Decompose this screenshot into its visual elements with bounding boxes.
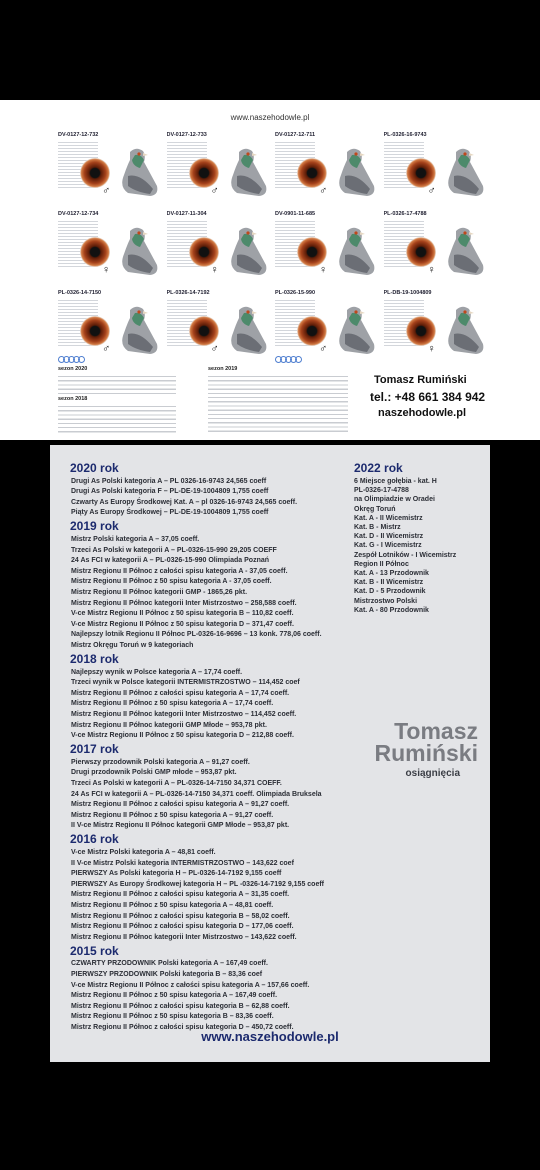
pigeon-eye-photo xyxy=(297,158,327,188)
sex-icon: ♂ xyxy=(102,185,111,197)
pigeon-eye-photo xyxy=(406,316,436,346)
achievement-line: 24 As FCI w kategorii A – PL-0326-15-990 Olimpiada Poznań xyxy=(71,557,270,565)
pigeon-eye-photo xyxy=(406,158,436,188)
achievement-line: Mistrz Regionu II Północ z całości spisu kategoria A – 91,27 coeff. xyxy=(71,801,290,809)
year-heading: 2015 rok xyxy=(70,943,119,958)
achievement-line: Mistrz Regionu II Północ kategorii GMP Młode – 953,78 pkt. xyxy=(71,721,267,729)
pigeon-photo xyxy=(331,304,379,358)
season-title: sezon 2018 xyxy=(58,396,88,402)
season-text xyxy=(58,373,176,395)
achievement-line: Mistrz Polski kategoria A – 37,05 coeff. xyxy=(71,535,200,543)
pigeon-card xyxy=(275,211,380,289)
achievement-line: Mistrz Regionu II Północ z 50 spisu kategoria A - 37,05 coeff. xyxy=(71,578,272,586)
pigeon-eye-photo xyxy=(189,316,219,346)
achievements-2022-list xyxy=(354,477,456,615)
ring-number: PL-DB-19-1004809 xyxy=(383,290,432,296)
year-heading: 2018 rok xyxy=(70,652,119,666)
achievement-line: Mistrz Regionu II Północ z 50 spisu kategoria A – 17,74 coeff. xyxy=(71,700,274,708)
achievement-line: na Olimpiadzie w Oradei xyxy=(354,496,435,504)
achievement-line: Mistrz Regionu II Północ z całości spisu kategoria A – 17,74 coeff. xyxy=(71,689,290,697)
ring-number: PL-0326-16-9743 xyxy=(383,132,427,138)
achievement-line: V-ce Mistrz Regionu II Północ z 50 spisu kategoria D – 371,47 coeff. xyxy=(71,620,294,628)
achievement-line: Mistrz Regionu II Północ z całości spisu kategoria A - 37,05 coeff. xyxy=(71,567,288,575)
achievement-line: PIERWSZY As Polski kategoria H – PL-0326-14-7192 9,155 coeff xyxy=(71,870,282,878)
season-title: sezon 2019 xyxy=(208,366,238,372)
pigeon-eye-photo xyxy=(297,237,327,267)
achievement-line: Mistrz Regionu II Północ z całości spisu kategoria B – 58,02 coeff. xyxy=(71,912,290,920)
achievement-line: 6 Miejsce gołębia - kat. H xyxy=(354,478,437,485)
brand-first-name: Tomasz xyxy=(394,718,478,744)
achievement-line: V-ce Mistrz Regionu II Północ z całości spisu kategoria A – 157,66 coeff. xyxy=(71,981,310,989)
year-heading: 2020 rok xyxy=(70,461,119,475)
sex-icon: ♂ xyxy=(427,185,436,197)
achievement-line: Mistrzostwo Polski xyxy=(354,597,418,605)
season-text xyxy=(58,403,176,435)
pigeon-card xyxy=(275,132,380,210)
ring-number: DV-0127-12-732 xyxy=(58,132,99,138)
achievement-line: Kat. A - II Wicemistrz xyxy=(354,514,423,522)
pigeon-card xyxy=(58,132,163,210)
pigeon-card xyxy=(167,211,272,289)
achievement-line: Mistrz Regionu II Północ z całości spisu kategoria A – 31,35 coeff. xyxy=(71,891,290,899)
footer-site-link[interactable]: www.naszehodowle.pl xyxy=(201,1029,339,1044)
ring-number: DV-0127-12-734 xyxy=(58,211,99,217)
achievement-line: Mistrz Regionu II Północ kategorii GMP - 1865,26 pkt. xyxy=(71,588,248,596)
pigeon-photo xyxy=(331,225,379,279)
achievement-line: Pierwszy przodownik Polski kategoria A – 91,27 coeff. xyxy=(71,758,250,766)
sex-icon: ♂ xyxy=(210,343,219,355)
contact-site: naszehodowle.pl xyxy=(378,407,467,419)
year-heading: 2017 rok xyxy=(70,742,119,757)
pigeon-card xyxy=(167,132,272,210)
poster-site-url: www.naszehodowle.pl xyxy=(230,113,310,122)
sex-icon: ♀ xyxy=(319,264,328,276)
pigeon-photo xyxy=(440,146,488,200)
pigeon-card xyxy=(384,211,489,289)
achievement-line: Mistrz Regionu II Północ z całości spisu kategoria D – 177,06 coeff. xyxy=(71,923,294,931)
pigeon-grid xyxy=(58,132,488,368)
achievement-line: PIERWSZY PRZODOWNIK Polski kategoria B – 83,36 coef xyxy=(71,970,263,978)
pigeon-photo xyxy=(114,146,162,200)
achievement-line: II V-ce Mistrz Polski kategoria INTERMISTRZOSTWO – 143,622 coef xyxy=(71,859,294,867)
achievement-line: Okręg Toruń xyxy=(354,505,396,513)
achievement-line: CZWARTY PRZODOWNIK Polski kategoria A – 167,49 coeff. xyxy=(71,960,268,968)
achievement-line: Najlepszy wynik w Polsce kategoria A – 17,74 coeff. xyxy=(71,668,243,676)
pigeon-card xyxy=(58,290,163,368)
sex-icon: ♀ xyxy=(427,343,436,355)
pigeon-photo xyxy=(114,225,162,279)
season-title: sezon 2020 xyxy=(58,366,88,372)
pigeon-photo xyxy=(223,146,271,200)
pigeon-photo xyxy=(223,225,271,279)
achievement-line: Mistrz Okręgu Toruń w 9 kategoriach xyxy=(71,641,194,649)
pigeon-card xyxy=(58,211,163,289)
sex-icon: ♂ xyxy=(102,343,111,355)
achievement-line: Piąty As Europy Środkowej – PL-DE-19-1004809 1,755 coeff xyxy=(71,509,269,517)
ring-number: PL-0326-15-990 xyxy=(275,290,316,296)
achievement-line: Mistrz Regionu II Północ z 50 spisu kategoria A – 167,49 coeff. xyxy=(71,992,278,1000)
ring-number: DV-0901-11-685 xyxy=(275,211,316,217)
achievement-line: V-ce Mistrz Regionu II Północ z 50 spisu kategoria D – 212,88 coeff. xyxy=(71,732,294,740)
achievement-line: PL-0326-17-4788 xyxy=(354,487,409,495)
pigeon-card xyxy=(384,132,489,210)
brand-last-name: Rumiński xyxy=(374,740,478,766)
season-text xyxy=(208,373,348,433)
achievement-line: Kat. A - 80 Przodownik xyxy=(354,606,429,614)
achievement-line: Mistrz Regionu II Północ z całości spisu kategoria B – 62,88 coeff. xyxy=(71,1002,290,1010)
achievement-line: PIERWSZY As Europy Środkowej kategoria H – PL -0326-14-7192 9,155 coeff xyxy=(71,880,325,888)
achievement-line: Kat. G - I Wicemistrz xyxy=(354,542,422,550)
pigeon-eye-photo xyxy=(406,237,436,267)
pigeon-eye-photo xyxy=(80,158,110,188)
sex-icon: ♀ xyxy=(102,264,111,276)
pigeon-photo xyxy=(114,304,162,358)
year-heading: 2016 rok xyxy=(70,832,119,847)
achievement-line: Mistrz Regionu II Północ kategorii Inter Mistrzostwo – 114,452 coeff. xyxy=(71,710,297,718)
achievement-line: Trzeci As Polski w kategorii A – PL-0326-15-990 29,205 COEFF xyxy=(71,546,277,554)
achievement-line: Drugi As Polski kategoria F – PL-DE-19-1004809 1,755 coeff xyxy=(71,488,269,496)
achievement-line: Trzeci As Polski w kategorii A – PL-0326-14-7150 34,371 COEFF. xyxy=(71,779,282,787)
pigeon-photo xyxy=(440,225,488,279)
pigeon-photo xyxy=(223,304,271,358)
achievement-line: Najlepszy lotnik Regionu II Północ PL-0326-16-9696 – 13 konk. 778,06 coeff. xyxy=(71,631,322,639)
achievement-line: Kat. B - Mistrz xyxy=(354,524,401,532)
sex-icon: ♂ xyxy=(319,343,328,355)
pigeon-card xyxy=(167,290,272,368)
ring-number: DV-0127-12-711 xyxy=(275,132,316,138)
achievement-line: Mistrz Regionu II Północ kategorii Inter Mistrzostwo – 258,588 coeff. xyxy=(71,599,297,607)
achievement-line: Mistrz Regionu II Północ z 50 spisu kategoria A – 91,27 coeff. xyxy=(71,811,274,819)
achievement-line: Mistrz Regionu II Północ z 50 spisu kategoria B – 83,36 coeff. xyxy=(71,1013,274,1021)
pigeon-photo xyxy=(440,304,488,358)
achievement-line: II V-ce Mistrz Regionu II Północ kategorii GMP Młode – 953,87 pkt. xyxy=(71,822,290,830)
pigeon-eye-photo xyxy=(189,158,219,188)
year-heading: 2022 rok xyxy=(354,461,403,475)
pigeon-eye-photo xyxy=(80,237,110,267)
pigeon-card xyxy=(275,290,380,368)
achievement-line: Trzeci wynik w Polsce kategorii INTERMISTRZOSTWO – 114,452 coef xyxy=(71,679,300,687)
pigeon-eye-photo xyxy=(80,316,110,346)
achievement-line: Zespół Lotników - I Wicemistrz xyxy=(354,551,457,559)
brand-name xyxy=(348,720,478,764)
season-results xyxy=(58,366,358,438)
sex-icon: ♂ xyxy=(210,185,219,197)
ring-number: DV-0127-11-304 xyxy=(166,211,207,217)
pigeon-photo xyxy=(331,146,379,200)
achievements-panel xyxy=(50,445,490,1062)
pigeon-eye-photo xyxy=(297,316,327,346)
achievement-line: Drugi przodownik Polski GMP młode – 953,87 pkt. xyxy=(71,769,237,777)
achievement-line: 24 As FCI w kategorii A – PL-0326-14-7150 34,371 coeff. Olimpiada Bruksela xyxy=(71,790,322,798)
sex-icon: ♀ xyxy=(210,264,219,276)
achievement-line: Mistrz Regionu II Północ kategorii Inter Mistrzostwo – 143,622 coeff. xyxy=(71,933,297,941)
pigeon-eye-photo xyxy=(189,237,219,267)
achievement-line: Kat. D - II Wicemistrz xyxy=(354,533,424,541)
year-heading: 2019 rok xyxy=(70,519,119,534)
ring-number: DV-0127-12-733 xyxy=(166,132,207,138)
achievement-line: V-ce Mistrz Regionu II Północ z 50 spisu kategoria B – 110,82 coeff. xyxy=(71,610,294,618)
sex-icon: ♂ xyxy=(319,185,328,197)
achievement-line: Region II Północ xyxy=(354,560,409,568)
achievement-line: Czwarty As Europy Środkowej Kat. A – pl 0326-16-9743 24,565 coeff. xyxy=(71,498,298,506)
sex-icon: ♀ xyxy=(427,264,436,276)
pedigree-poster xyxy=(0,100,540,440)
achievement-line: Kat. B - II Wicemistrz xyxy=(354,579,424,587)
achievement-line: V-ce Mistrz Polski kategoria A – 48,81 coeff. xyxy=(71,848,216,856)
pigeon-card xyxy=(384,290,489,368)
achievement-line: Mistrz Regionu II Północ z 50 spisu kategoria A – 48,81 coeff. xyxy=(71,901,274,909)
achievement-line: Kat. D - 5 Przodownik xyxy=(354,588,426,596)
brand-subtitle: osiągnięcia xyxy=(405,768,460,779)
ring-number: PL-0326-14-7192 xyxy=(166,290,210,296)
achievement-line: Kat. A - 13 Przodownik xyxy=(354,570,429,578)
contact-phone: tel.: +48 661 384 942 xyxy=(370,390,486,404)
ring-number: PL-0326-14-7150 xyxy=(58,290,102,296)
achievement-line: Mistrz Regionu II Północ z całości spisu kategoria D – 450,72 coeff. xyxy=(71,1023,294,1031)
achievement-line: Drugi As Polski kategoria A – PL 0326-16-9743 24,565 coeff xyxy=(71,477,267,485)
ring-number: PL-0326-17-4788 xyxy=(383,211,427,217)
contact-name: Tomasz Rumiński xyxy=(374,374,467,386)
